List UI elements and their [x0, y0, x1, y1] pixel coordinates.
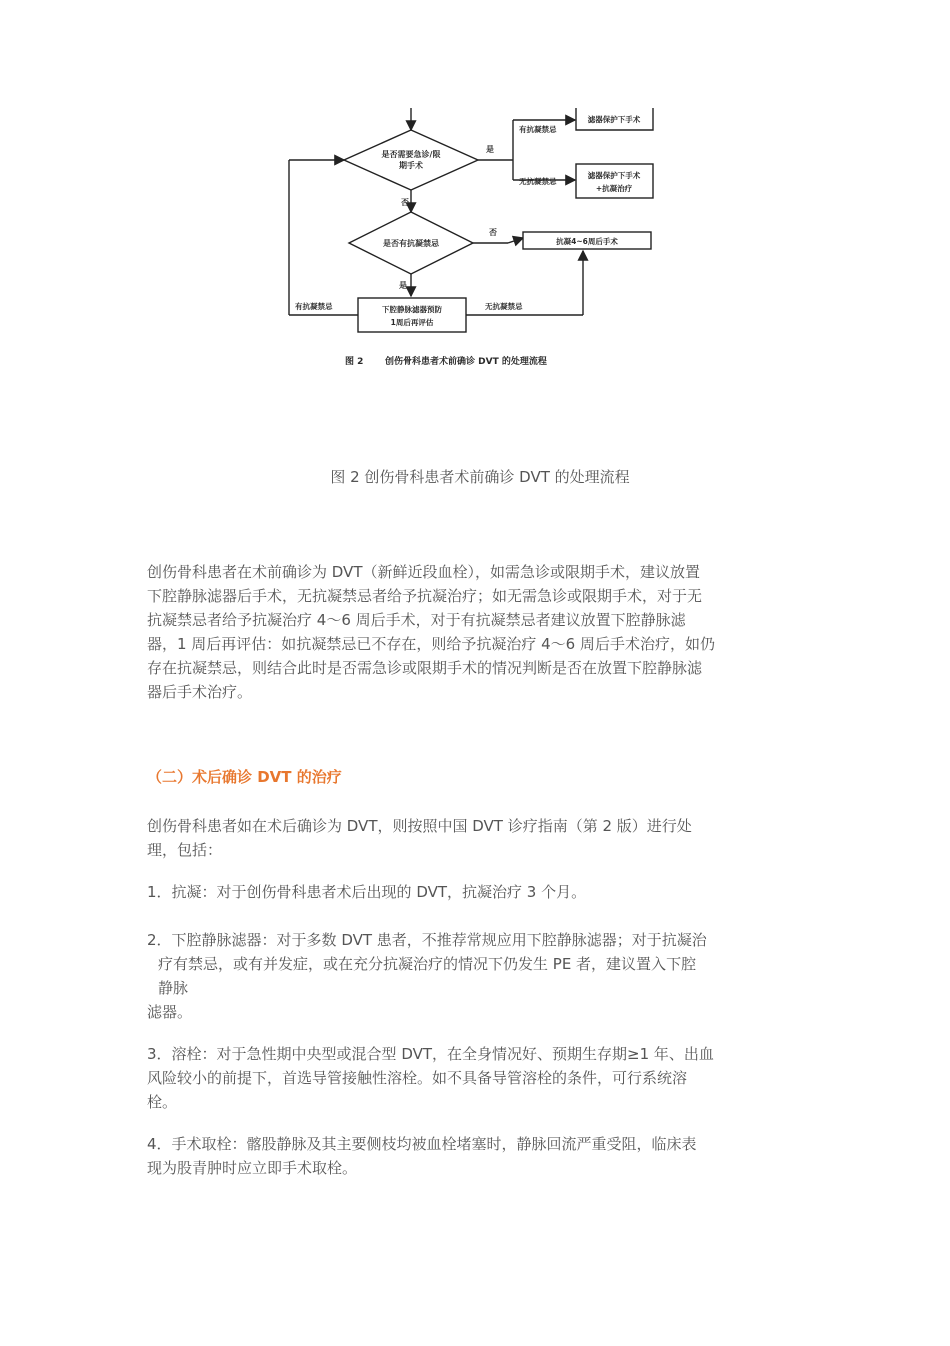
list-item-filter	[147, 928, 812, 1024]
list-item-line: 静脉	[158, 979, 189, 997]
label-no-right: 否	[489, 228, 497, 237]
list-item-line: 滤器。	[147, 1003, 193, 1021]
paragraph-line: 下腔静脉滤器后手术，无抗凝禁忌者给予抗凝治疗；如无需急诊或限期手术，对于无	[147, 587, 703, 605]
paragraph-line: 器后手术治疗。	[147, 683, 253, 701]
list-item-line: 3．溶栓：对于急性期中央型或混合型 DVT，在全身情况好、预期生存期≥1 年、出血	[147, 1045, 714, 1063]
figure-inner-caption-text: 创伤骨科患者术前确诊 DVT 的处理流程	[385, 357, 547, 367]
diamond-urgent-shape	[344, 130, 478, 190]
section-heading: （二）术后确诊 DVT 的治疗	[147, 768, 342, 786]
list-item-line: 疗有禁忌，或有并发症，或在充分抗凝治疗的情况下仍发生 PE 者，建议置入下腔	[158, 955, 697, 973]
label-no-contra-top: 无抗凝禁忌	[519, 177, 557, 186]
label-no-contra-bottom: 无抗凝禁忌	[485, 302, 523, 311]
box-filter-prevent-line2: 1周后再评估	[390, 318, 434, 327]
paragraph-line: 理，包括：	[147, 841, 223, 859]
list-item-line: 现为股青肿时应立即手术取栓。	[147, 1159, 358, 1177]
list-item-thrombectomy	[147, 1132, 812, 1180]
paragraph-preop	[147, 560, 812, 704]
label-no-mid: 否	[401, 198, 409, 207]
paragraph-line: 创伤骨科患者如在术后确诊为 DVT，则按照中国 DVT 诊疗指南（第 2 版）进行处	[147, 817, 692, 835]
list-item-line: 4．手术取栓：髂股静脉及其主要侧枝均被血栓堵塞时，静脉回流严重受阻，临床表	[147, 1135, 697, 1153]
list-item-anticoag	[147, 880, 812, 904]
figure-inner-caption-num: 图 2	[345, 357, 364, 367]
list-item-line: 1．抗凝：对于创伤骨科患者术后出现的 DVT，抗凝治疗 3 个月。	[147, 883, 587, 901]
list-item-thrombolysis	[147, 1042, 812, 1114]
flowchart-svg	[283, 108, 663, 383]
list-item-line: 风险较小的前提下，首选导管接触性溶栓。如不具备导管溶栓的条件，可行系统溶	[147, 1069, 688, 1087]
box-filter-prevent-line1: 下腔静脉滤器预防	[382, 305, 442, 314]
diamond-anticoag-text: 是否有抗凝禁忌	[383, 239, 439, 248]
box-anticoag-surgery-text: 抗凝4~6周后手术	[556, 237, 618, 246]
label-yes-bottom: 是	[399, 281, 407, 290]
box-filter-anticoag-line1: 滤器保护下手术	[587, 171, 641, 180]
box-filter-surgery-text: 滤器保护下手术	[587, 115, 641, 124]
paragraph-line: 器，1 周后再评估：如抗凝禁忌已不存在，则给予抗凝治疗 4～6 周后手术治疗，如仍	[147, 635, 715, 653]
paragraph-postop	[147, 814, 812, 862]
paragraph-line: 创伤骨科患者在术前确诊为 DVT（新鲜近段血栓），如需急诊或限期手术，建议放置	[147, 563, 700, 581]
list-item-line: 2．下腔静脉滤器：对于多数 DVT 患者，不推荐常规应用下腔静脉滤器；对于抗凝治	[147, 931, 707, 949]
list-item-line: 栓。	[147, 1093, 178, 1111]
paragraph-line: 存在抗凝禁忌，则结合此时是否需急诊或限期手术的情况判断是否在放置下腔静脉滤	[147, 659, 703, 677]
label-has-contra-left: 有抗凝禁忌	[295, 302, 333, 311]
label-has-contra-top: 有抗凝禁忌	[519, 125, 557, 134]
flowchart-figure	[283, 108, 663, 383]
diamond-urgent-line2: 期手术	[399, 161, 423, 170]
figure-caption: 图 2 创伤骨科患者术前确诊 DVT 的处理流程	[330, 468, 630, 486]
box-filter-anticoag-line2: +抗凝治疗	[595, 184, 633, 193]
label-yes-top: 是	[486, 145, 494, 154]
paragraph-line: 抗凝禁忌者给予抗凝治疗 4～6 周后手术，对于有抗凝禁忌者建议放置下腔静脉滤	[147, 611, 686, 629]
diamond-urgent-line1: 是否需要急诊/限	[381, 150, 441, 159]
